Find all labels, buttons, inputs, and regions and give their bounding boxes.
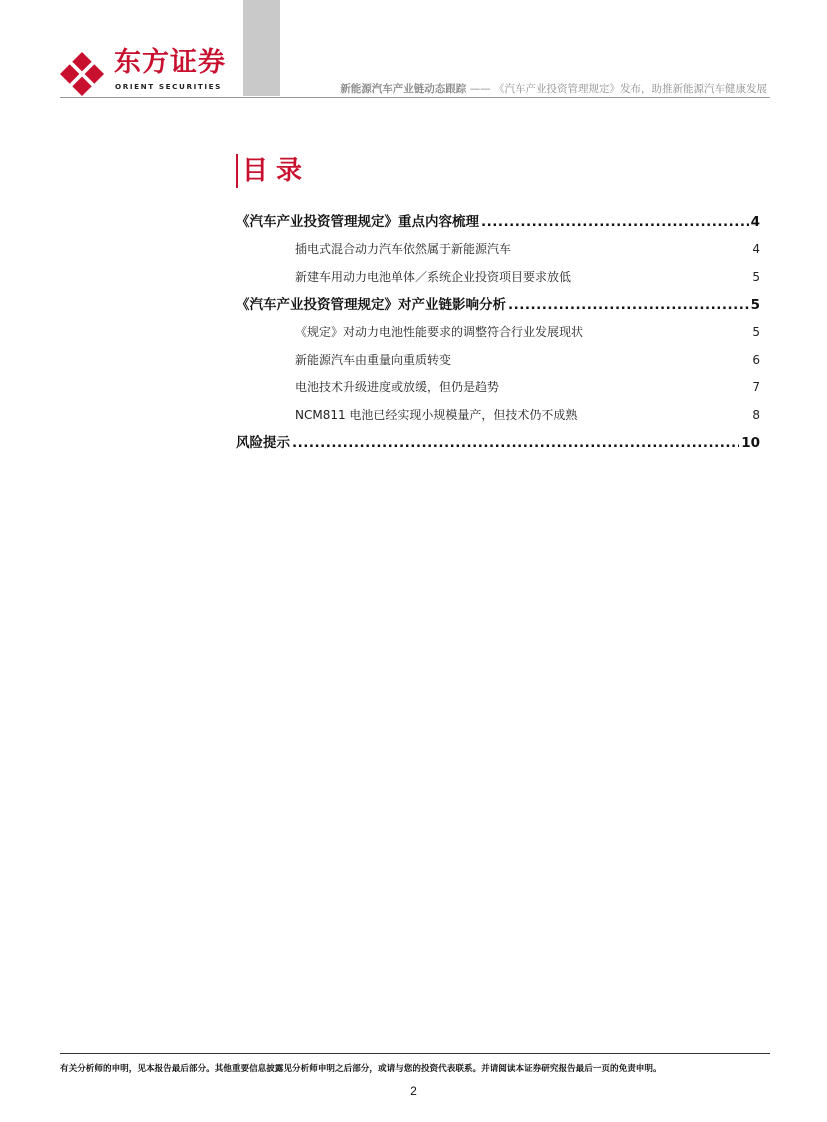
toc-entry[interactable] xyxy=(236,291,760,319)
toc-dot-leader xyxy=(292,429,739,457)
toc-entry-page: 4 xyxy=(750,214,760,230)
table-of-contents xyxy=(236,208,760,457)
toc-entry-page: 8 xyxy=(752,407,760,422)
toc-entry-page: 6 xyxy=(752,352,760,367)
toc-entry[interactable] xyxy=(236,374,760,402)
toc-entry[interactable] xyxy=(236,208,760,236)
header-decor-bar xyxy=(243,0,280,96)
logo-chinese-name: 东方证券 xyxy=(114,47,226,78)
toc-entry[interactable] xyxy=(236,429,760,457)
toc-entry-page: 5 xyxy=(752,325,760,339)
report-title: 《汽车产业投资管理规定》发布，助推新能源汽车健康发展 xyxy=(494,83,767,95)
toc-entry-label: 插电式混合动力汽车依然属于新能源汽车 xyxy=(295,242,512,256)
toc-entry[interactable] xyxy=(236,347,760,375)
toc-entry-page: 4 xyxy=(752,242,760,256)
toc-entry-label: 新建车用动力电池单体／系统企业投资项目要求放低 xyxy=(295,269,572,284)
toc-heading-block xyxy=(236,154,310,188)
report-series: 新能源汽车产业链动态跟踪 xyxy=(340,83,467,95)
toc-entry-page: 5 xyxy=(750,297,760,313)
footer-divider xyxy=(60,1053,770,1054)
toc-entry-label: NCM811 电池已经实现小规模量产，但技术仍不成熟 xyxy=(295,407,578,422)
toc-entry-page: 5 xyxy=(752,269,760,284)
toc-dot-leader xyxy=(481,208,749,236)
report-header-title xyxy=(340,81,767,96)
toc-entry[interactable] xyxy=(236,236,760,264)
toc-entry-label: 电池技术升级进度或放缓，但仍是趋势 xyxy=(295,380,500,394)
toc-entry-label: 新能源汽车由重量向重质转变 xyxy=(295,352,452,367)
toc-entry[interactable] xyxy=(236,319,760,347)
toc-entry-label: 《汽车产业投资管理规定》对产业链影响分析 xyxy=(236,297,506,313)
toc-heading: 目录 xyxy=(242,156,311,186)
logo-english-name: ORIENT SECURITIES xyxy=(115,82,222,91)
orient-securities-logo-icon xyxy=(60,52,104,96)
toc-entry-label: 《汽车产业投资管理规定》重点内容梳理 xyxy=(236,214,479,230)
header-divider xyxy=(60,97,770,98)
toc-entry-label: 风险提示 xyxy=(236,435,290,451)
toc-entry[interactable] xyxy=(236,264,760,292)
toc-entry-label: 《规定》对动力电池性能要求的调整符合行业发展现状 xyxy=(295,325,584,339)
footer-disclaimer: 有关分析师的申明，见本报告最后部分。其他重要信息披露见分析师申明之后部分，或请与您的投资代表联系。并请阅读本证券研究报告最后一页的免责申明。 xyxy=(60,1064,662,1074)
toc-entry-page: 10 xyxy=(741,435,760,451)
header-separator: —— xyxy=(469,83,491,95)
toc-dot-leader xyxy=(508,291,749,319)
toc-entry[interactable] xyxy=(236,402,760,430)
company-logo xyxy=(60,44,230,96)
toc-entry-page: 7 xyxy=(752,380,760,394)
page-number: 2 xyxy=(410,1084,417,1098)
